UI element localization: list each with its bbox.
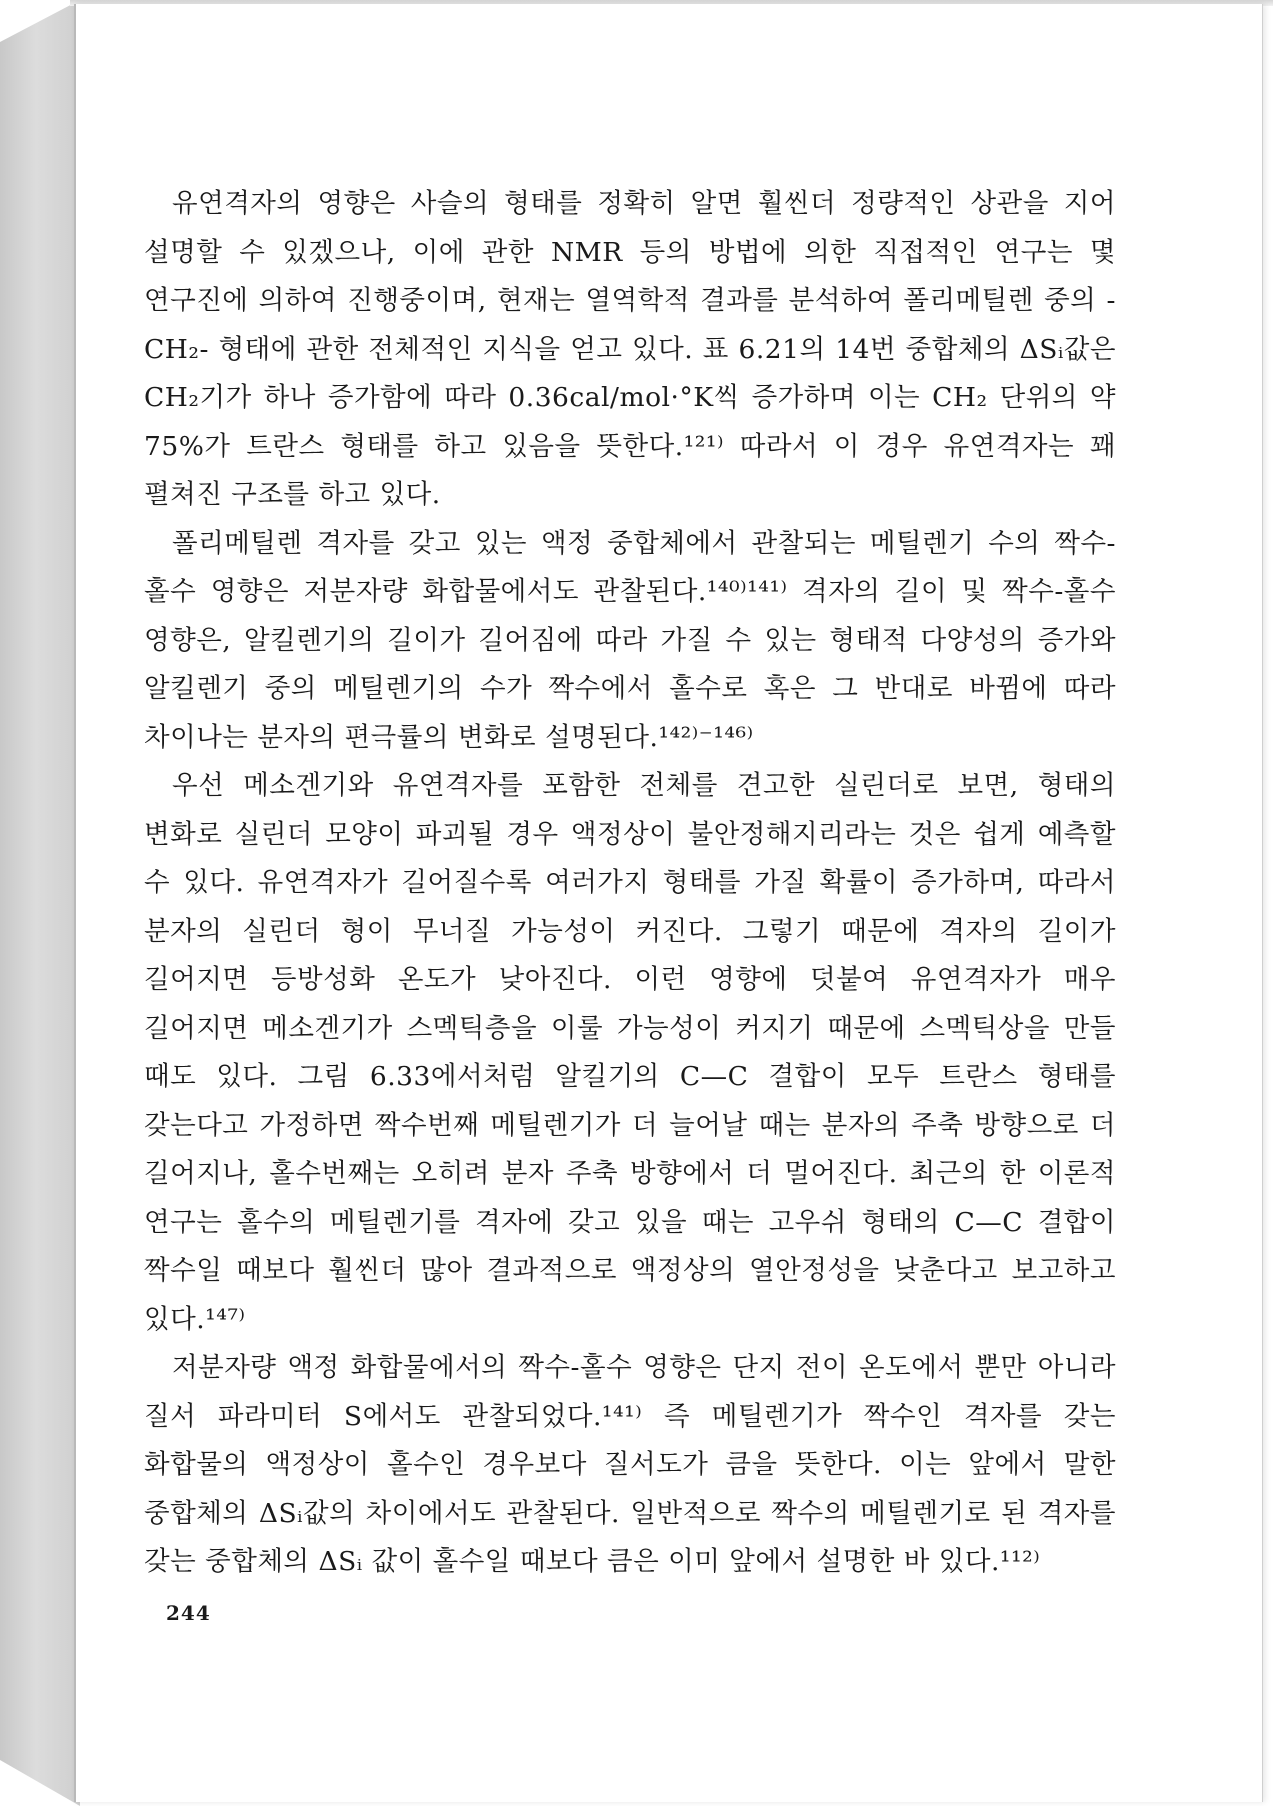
page-body-text xyxy=(144,180,1116,1587)
paragraph-4: 저분자량 액정 화합물에서의 짝수-홀수 영향은 단지 전이 온도에서 뿐만 아니라 질서 파라미터 S에서도 관찰되었다.¹⁴¹⁾ 즉 메틸렌기가 짝수인 격자를 갖는 화합물의 액정상이 홀수인 경우보다 질서도가 큼을 뜻한다. 이는 앞에서 말한 중합체의 ΔSᵢ값의 차이에서도 관찰된다. 일반적으로 짝수의 메틸렌기로 된 격자를 갖는 중합체의 ΔSᵢ 값이 홀수일 때보다 큼은 이미 앞에서 설명한 바 있다.¹¹²⁾ xyxy=(144,1352,1116,1577)
paragraph-2: 폴리메틸렌 격자를 갖고 있는 액정 중합체에서 관찰되는 메틸렌기 수의 짝수-홀수 영향은 저분자량 화합물에서도 관찰된다.¹⁴⁰⁾¹⁴¹⁾ 격자의 길이 및 짝수-홀수 영향은, 알킬렌기의 길이가 길어짐에 따라 가질 수 있는 형태적 다양성의 증가와 알킬렌기 중의 메틸렌기의 수가 짝수에서 홀수로 혹은 그 반대로 바뀜에 따라 차이나는 분자의 편극률의 변화로 설명된다.¹⁴²⁾⁻¹⁴⁶⁾ xyxy=(144,527,1116,753)
paragraph-3: 우선 메소겐기와 유연격자를 포함한 전체를 견고한 실린더로 보면, 형태의 변화로 실린더 모양이 파괴될 경우 액정상이 불안정해지리라는 것은 쉽게 예측할 수 있다. 유연격자가 길어질수록 여러가지 형태를 가질 확률이 증가하며, 따라서 분자의 실린더 형이 무너질 가능성이 커진다. 그렇기 때문에 격자의 길이가 길어지면 등방성화 온도가 낮아진다. 이런 영향에 덧붙여 유연격자가 매우 길어지면 메소겐기가 스멕틱층을 이룰 가능성이 커지기 때문에 스멕틱상을 만들 때도 있다. 그림 6.33에서처럼 알킬기의 C—C 결합이 모두 트란스 형태를 갖는다고 가정하면 짝수번째 메틸렌기가 더 늘어날 때는 분자의 주축 방향으로 더 길어지나, 홀수번째는 오히려 분자 주축 방향에서 더 멀어진다. 최근의 한 이론적 연구는 홀수의 메틸렌기를 격자에 갖고 있을 때는 고우쉬 형태의 C—C 결합이 짝수일 때보다 훨씬더 많아 결과적으로 액정상의 열안정성을 낮춘다고 보고하고 있다.¹⁴⁷⁾ xyxy=(144,770,1116,1335)
paragraph-1: 유연격자의 영향은 사슬의 형태를 정확히 알면 훨씬더 정량적인 상관을 지어 설명할 수 있겠으나, 이에 관한 NMR 등의 방법에 의한 직접적인 연구는 몇 연구진에 의하여 진행중이며, 현재는 열역학적 결과를 분석하여 폴리메틸렌 중의 -CH₂- 형태에 관한 전체적인 지식을 얻고 있다. 표 6.21의 14번 중합체의 ΔSᵢ값은 CH₂기가 하나 증가함에 따라 0.36cal/mol·°K씩 증가하며 이는 CH₂ 단위의 약 75%가 트란스 형태를 하고 있음을 뜻한다.¹²¹⁾ 따라서 이 경우 유연격자는 꽤 펼쳐진 구조를 하고 있다. xyxy=(144,188,1116,510)
book-spine xyxy=(0,0,80,1806)
page-number: 244 xyxy=(166,1601,211,1625)
